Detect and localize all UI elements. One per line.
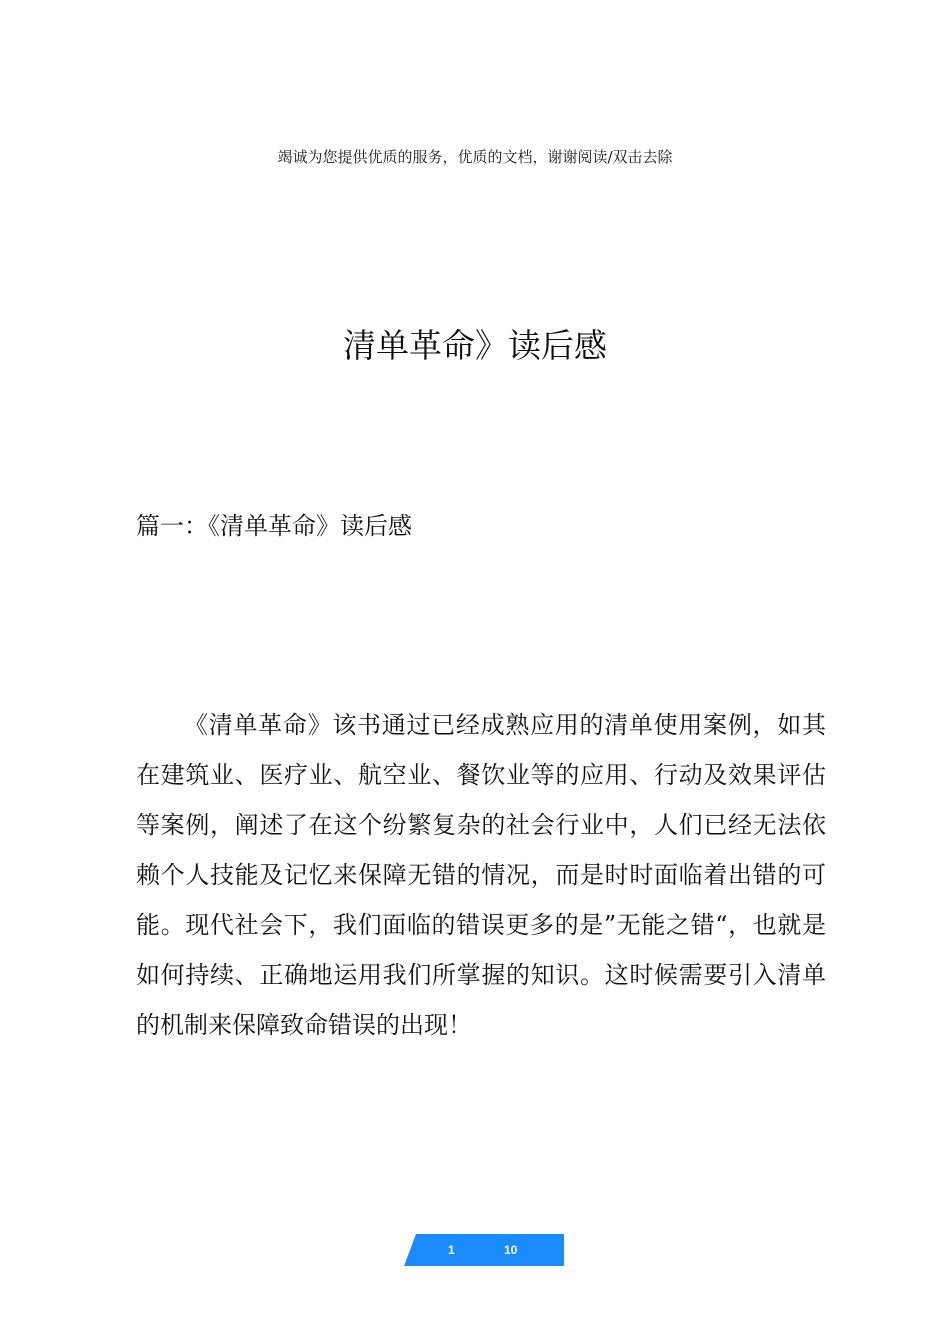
body-paragraph: 《清单革命》该书通过已经成熟应用的清单使用案例，如其在建筑业、医疗业、航空业、餐饮业等的应用、行动及效果评估等案例，阐述了在这个纷繁复杂的社会行业中，人们已经无法依赖个人技能及记忆来保障无错的情况，而是时时面临着出错的可能。现代社会下，我们面临的错误更多的是”无能之错“，也就是如何持续、正确地运用我们所掌握的知识。这时候需要引入清单的机制来保障致命错误的出现！ — [136, 711, 826, 1039]
section-heading: 篇一：《清单革命》读后感 — [136, 512, 412, 540]
document-title: 清单革命》读后感 — [343, 326, 607, 365]
page-number-badge — [398, 1234, 564, 1266]
header-note: 竭诚为您提供优质的服务，优质的文档，谢谢阅读/双击去除 — [277, 148, 673, 166]
page-current: 1 — [448, 1243, 455, 1257]
page-total: 10 — [504, 1243, 518, 1257]
page-badge-shape — [398, 1234, 564, 1266]
